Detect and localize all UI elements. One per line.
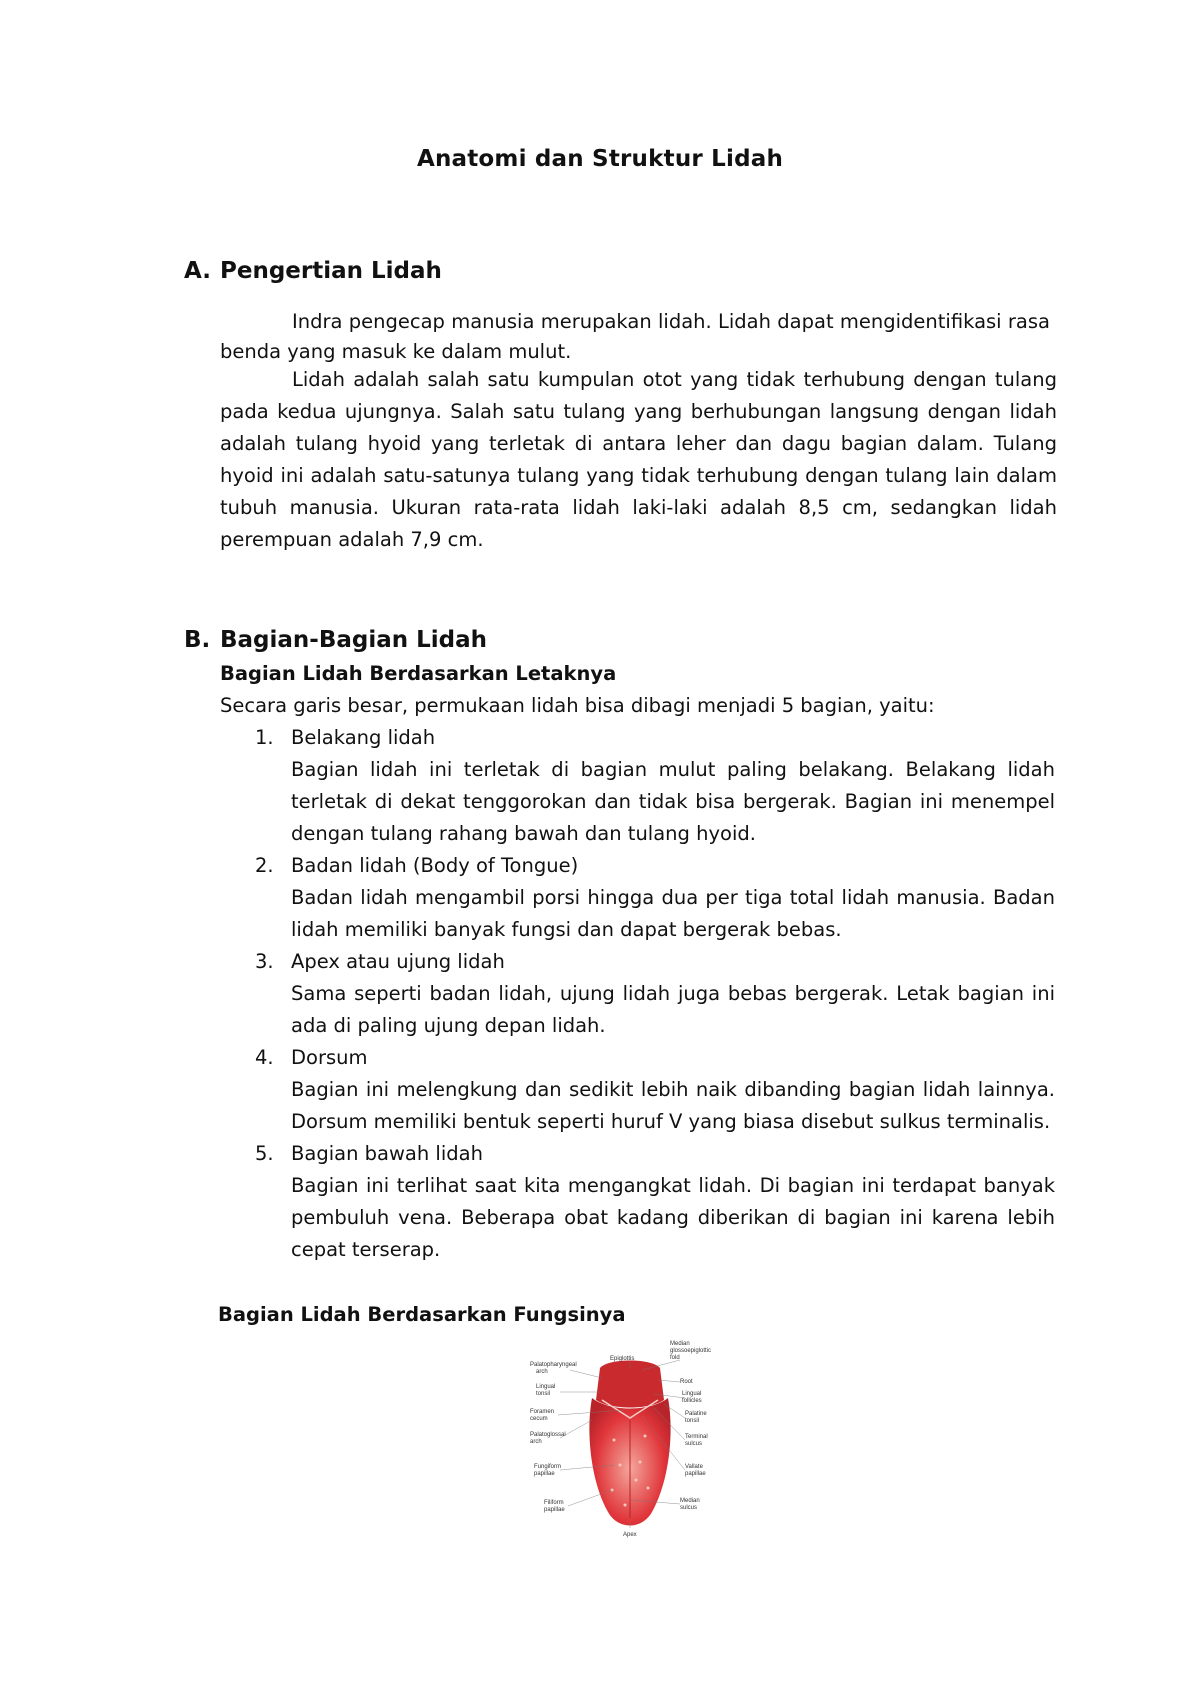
label-terminal-1: Terminal [685, 1434, 708, 1440]
section-b-letter: B. [184, 627, 211, 653]
label-palatopharyngeal: Palatopharyngeal [530, 1362, 577, 1368]
section-a-heading [184, 258, 784, 288]
label-fungiform-1: Fungiform [534, 1464, 562, 1470]
list-item-description: Bagian ini melengkung dan sedikit lebih naik dibanding bagian lidah lainnya. Dorsum memiliki bentuk seperti huruf V yang biasa disebut sulkus terminalis. [291, 1078, 1055, 1133]
list-item [255, 946, 1055, 1042]
list-item-description: Sama seperti badan lidah, ujung lidah juga bebas bergerak. Letak bagian ini ada di paling ujung depan lidah. [291, 982, 1055, 1037]
label-foramen-2: cecum [530, 1416, 548, 1422]
label-lingual-tonsil-1: Lingual [536, 1384, 556, 1390]
label-filiform-2: papillae [544, 1507, 565, 1513]
label-median-fold-3: fold [670, 1355, 680, 1361]
label-palatoglossal-1: Palatoglossal [530, 1432, 566, 1438]
list-item-description: Badan lidah mengambil porsi hingga dua per tiga total lidah manusia. Badan lidah memiliki banyak fungsi dan dapat bergerak bebas. [291, 886, 1055, 941]
section-a-title: Pengertian Lidah [220, 258, 442, 284]
label-palatine-1: Palatine [685, 1411, 707, 1417]
list-item-number: 5. [255, 1142, 274, 1165]
label-palatopharyngeal-2: arch [536, 1369, 548, 1375]
list-item-number: 1. [255, 726, 274, 749]
label-foramen-1: Foramen [530, 1409, 555, 1415]
list-item-number: 3. [255, 950, 274, 973]
list-item-title: Bagian bawah lidah [291, 1142, 483, 1165]
list-item [255, 850, 1055, 946]
label-apex: Apex [623, 1532, 637, 1538]
subheading-location: Bagian Lidah Berdasarkan Letaknya [220, 662, 617, 685]
subheading-function: Bagian Lidah Berdasarkan Fungsinya [218, 1303, 626, 1326]
tongue-diagram [530, 1340, 730, 1545]
section-b-intro: Secara garis besar, permukaan lidah bisa dibagi menjadi 5 bagian, yaitu: [220, 694, 935, 717]
list-item [255, 1042, 1055, 1138]
list-item-number: 4. [255, 1046, 274, 1069]
list-item-number: 2. [255, 854, 274, 877]
label-median-sulcus-1: Median [680, 1498, 700, 1504]
label-fungiform-2: papillae [534, 1471, 555, 1477]
label-median-sulcus-2: sulcus [680, 1505, 698, 1511]
label-epiglottis: Epiglottis [610, 1356, 635, 1362]
list-item-description: Bagian lidah ini terletak di bagian mulut paling belakang. Belakang lidah terletak di dekat tenggorokan dan tidak bisa bergerak. Bagian ini menempel dengan tulang rahang bawah dan tulang hyoid. [291, 758, 1055, 845]
list-item-description: Bagian ini terlihat saat kita mengangkat lidah. Di bagian ini terdapat banyak pembuluh vena. Beberapa obat kadang diberikan di bagian ini karena lebih cepat terserap. [291, 1174, 1055, 1261]
label-lingual-tonsil-2: tonsil [536, 1391, 551, 1397]
label-terminal-2: sulcus [685, 1441, 703, 1447]
list-item-title: Badan lidah (Body of Tongue) [291, 854, 579, 877]
label-lingual-follicles-2: follicles [682, 1398, 702, 1404]
label-root: Root [680, 1379, 693, 1385]
page-title: Anatomi dan Struktur Lidah [416, 146, 784, 172]
list-item [255, 722, 1055, 850]
label-palatine-2: tonsil [685, 1418, 700, 1424]
tongue-parts-list [255, 722, 1055, 1266]
section-a-paragraph-1: Indra pengecap manusia merupakan lidah. Lidah dapat mengidentifikasi rasa benda yang masuk ke dalam mulut. [220, 310, 1050, 363]
section-a-letter: A. [184, 258, 211, 284]
tongue-anatomy-figure [530, 1340, 730, 1545]
section-a-paragraph-2: Lidah adalah salah satu kumpulan otot yang tidak terhubung dengan tulang pada kedua ujungnya. Salah satu tulang yang berhubungan langsung dengan lidah adalah tulang hyoid yang terletak di antara leher dan dagu bagian dalam. Tulang hyoid ini adalah satu-satunya tulang yang tidak terhubung dengan tulang lain dalam tubuh manusia. Ukuran rata-rata lidah laki-laki adalah 8,5 cm, sedangkan lidah perempuan adalah 7,9 cm. [220, 368, 1057, 551]
label-vallate-2: papillae [685, 1471, 706, 1477]
label-lingual-follicles-1: Lingual [682, 1391, 702, 1397]
label-filiform-1: Filiform [544, 1500, 564, 1506]
section-b-title: Bagian-Bagian Lidah [220, 627, 488, 653]
list-item [255, 1138, 1055, 1266]
section-b-heading [184, 627, 784, 657]
label-vallate-1: Vallate [685, 1464, 703, 1470]
label-palatoglossal-2: arch [530, 1439, 542, 1445]
list-item-title: Belakang lidah [291, 726, 436, 749]
list-item-title: Dorsum [291, 1046, 368, 1069]
label-median-fold-2: glossoepiglottic [670, 1348, 712, 1354]
list-item-title: Apex atau ujung lidah [291, 950, 505, 973]
label-median-fold-1: Median [670, 1341, 690, 1347]
